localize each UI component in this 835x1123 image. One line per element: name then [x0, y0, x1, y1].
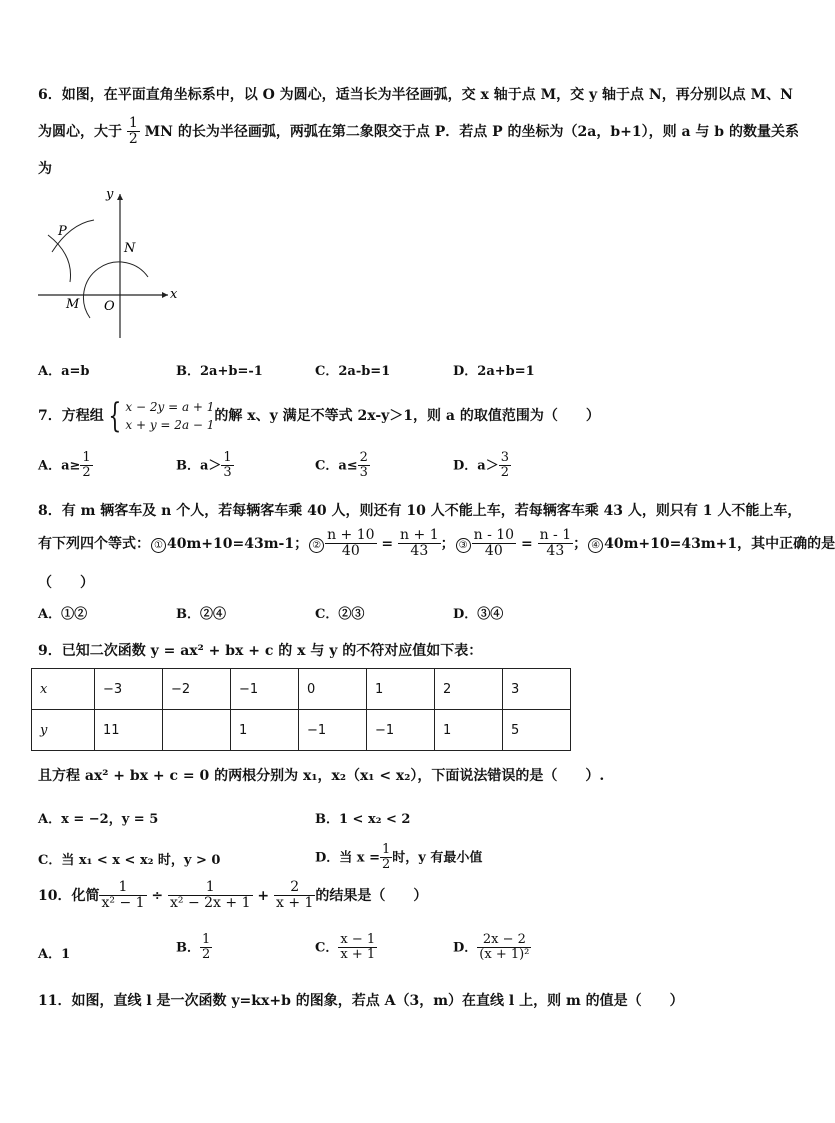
- circled-4: ④: [588, 538, 603, 553]
- q6-line2a: 为圆心，大于: [38, 123, 122, 140]
- q9-value-table: [31, 668, 571, 751]
- q9-option-a: A．x = −2，y = 5: [38, 812, 159, 827]
- label-x: x: [170, 287, 178, 302]
- table-cell: [163, 710, 231, 751]
- label-o: O: [104, 299, 115, 314]
- q9-option-c: C．当 x₁ < x < x₂ 时，y > 0: [38, 853, 221, 868]
- label-n: N: [124, 241, 136, 256]
- q10-option-c: C． $\frac{x - 1}{x + 1}$: [315, 932, 376, 963]
- q9-option-d: D．当 x = $\frac{1}{2}$ 时，y 有最小值: [315, 842, 483, 873]
- q8-line3: （ ）: [38, 575, 94, 591]
- circled-2: ②: [309, 538, 324, 553]
- arc-center-o: [83, 262, 148, 318]
- table-cell: 1: [367, 669, 435, 710]
- q7-brace: {: [108, 396, 122, 436]
- table-cell: 11: [95, 710, 163, 751]
- q6-option-c: C．2a-b=1: [315, 364, 391, 379]
- q8-option-a: A．①②: [38, 607, 88, 622]
- q6-line3: 为: [38, 161, 52, 177]
- q6-option-a: A．a=b: [38, 364, 90, 379]
- table-cell: x: [32, 669, 95, 710]
- x-axis-arrow: [162, 292, 168, 298]
- table-cell: 0: [299, 669, 367, 710]
- q8-option-d: D．③④: [453, 607, 504, 622]
- q9-option-b: B．1 < x₂ < 2: [315, 812, 411, 827]
- q10-option-d: D． $\frac{2x - 2}{\text{(x + 1)²}}$: [453, 932, 530, 963]
- q8-line1: 8．有 m 辆客车及 n 个人，若每辆客车乘 40 人，则还有 10 人不能上车，若每辆客车乘 43 人，则只有 1 人不能上车，: [38, 503, 802, 519]
- q7-option-c: C．a≤ $\frac{2}{3}$: [315, 450, 368, 481]
- q7-suffix: 的解 x、y 满足不等式 2x-y＞1，则 a 的取值范围为（ ）: [214, 408, 600, 424]
- table-cell: 1: [435, 710, 503, 751]
- q6-option-b: B．2a+b=-1: [176, 364, 263, 379]
- q9-line1: 9．已知二次函数 y = ax² + bx + c 的 x 与 y 的不符对应值如下表：: [38, 643, 483, 659]
- table-cell: 1: [231, 710, 299, 751]
- label-y: y: [106, 187, 114, 202]
- q7-prefix: 7．方程组: [38, 408, 104, 424]
- q8-line2: 有下列四个等式： ① 40m+10=43m-1； ② $\frac{n + 10}{40}$ = $\frac{n + 1}{43}$ ； ③ $\frac{n - 10}{40}$ = $\frac{n - 1}{43}$ ； ④ 40m+10=43m+1，其中正确的是: [38, 527, 835, 560]
- table-row-x: [32, 669, 571, 710]
- q6-figure: [30, 180, 190, 340]
- q6-line2b: MN 的长为半径画弧，两弧在第二象限交于点 P．若点 P 的坐标为（2a，b+1），则 a 与 b 的数量关系: [144, 123, 799, 140]
- q10-option-a: A．1: [38, 947, 71, 962]
- table-cell: 5: [503, 710, 571, 751]
- q6-option-d: D．2a+b=1: [453, 364, 535, 379]
- circled-3: ③: [456, 538, 471, 553]
- q7-option-b: B．a＞ $\frac{1}{3}$: [176, 450, 232, 481]
- label-p: P: [58, 224, 67, 239]
- q10-line: 10．化简 $\frac{1}{\text{x² − 1}}$ ÷ $\frac{1}{\text{x² − 2x + 1}}$ + $\frac{2}{x + 1}$ 的结果是（ ）: [38, 879, 428, 912]
- label-m: M: [66, 297, 80, 312]
- table-cell: 3: [503, 669, 571, 710]
- table-cell: y: [32, 710, 95, 751]
- table-cell: 2: [435, 669, 503, 710]
- table-cell: −1: [299, 710, 367, 751]
- q8-option-b: B．②④: [176, 607, 226, 622]
- q6-fraction: $\frac{1}{2}$: [128, 115, 138, 148]
- y-axis-arrow: [117, 194, 123, 200]
- table-cell: −1: [231, 669, 299, 710]
- q7-option-d: D．a＞ $\frac{3}{2}$: [453, 450, 509, 481]
- q6-line1: 6．如图，在平面直角坐标系中，以 O 为圆心，适当长为半径画弧，交 x 轴于点 M，交 y 轴于点 N，再分别以点 M、N: [38, 87, 793, 103]
- q10-option-b: B． $\frac{1}{2}$: [176, 932, 211, 963]
- q9-line2: 且方程 ax² + bx + c = 0 的两根分别为 x₁，x₂（x₁ < x₂），下面说法错误的是（ ）.: [38, 768, 605, 784]
- circled-1: ①: [151, 538, 166, 553]
- table-cell: −3: [95, 669, 163, 710]
- table-cell: −2: [163, 669, 231, 710]
- table-cell: −1: [367, 710, 435, 751]
- q7-line: [38, 398, 600, 434]
- q6-line2: [38, 116, 799, 148]
- q7-system: x − 2y = a + 1 x + y = 2a − 1: [125, 400, 215, 432]
- q11-line1: 11．如图，直线 l 是一次函数 y=kx+b 的图象，若点 A（3，m）在直线 l 上，则 m 的值是（ ）: [38, 993, 684, 1009]
- q7-option-a: A．a≥ $\frac{1}{2}$: [38, 450, 91, 481]
- table-row-y: [32, 710, 571, 751]
- q8-option-c: C．②③: [315, 607, 365, 622]
